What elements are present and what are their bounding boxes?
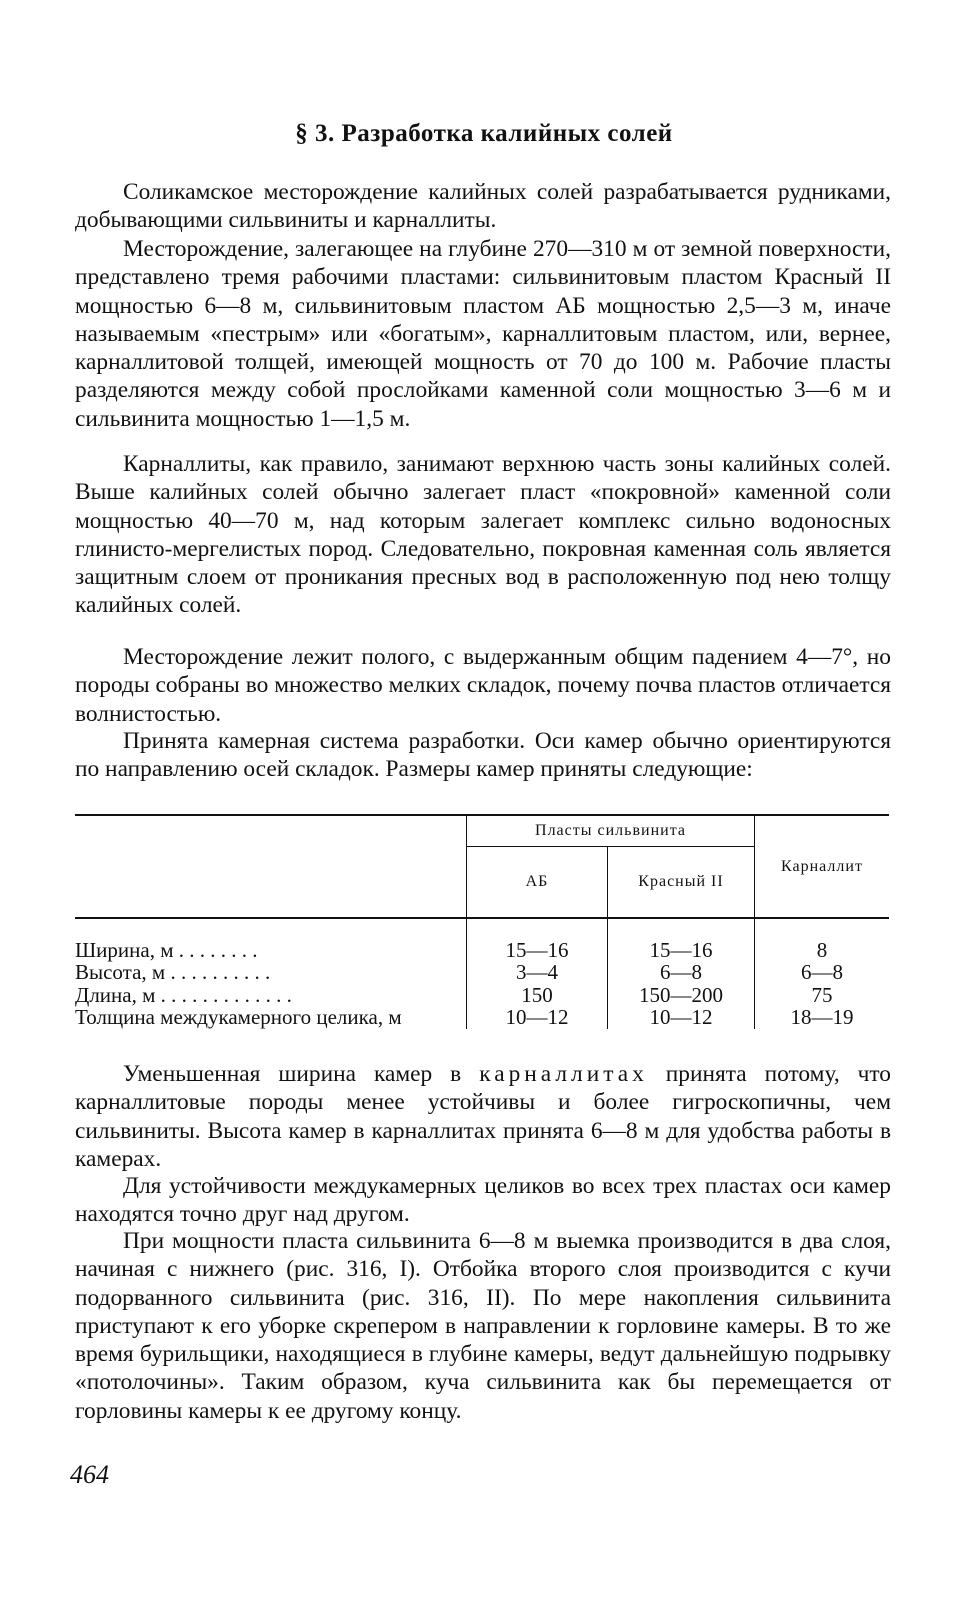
cell-ab: 15—16	[467, 939, 608, 961]
emphasis-spaced-word: карналлитах	[479, 1061, 648, 1087]
row-label: Высота, м . . . . . . . . . .	[75, 960, 271, 985]
row-label: Длина, м . . . . . . . . . . . . .	[75, 982, 292, 1007]
row-label: Ширина, м . . . . . . . .	[75, 938, 258, 962]
paragraph-chamber-system: Принята камерная система разработки. Оси камер обычно ориентируются по направлению осей складок. Размеры камер приняты следующие:	[75, 728, 891, 783]
cell-karnallit: 18—19	[755, 1006, 890, 1028]
cell-ab: 10—12	[467, 1006, 608, 1028]
paragraph-reduced-width	[75, 1060, 891, 1173]
table-rule	[75, 918, 889, 939]
cell-krasny: 10—12	[608, 1006, 755, 1028]
cell-ab: 3—4	[467, 961, 608, 983]
cell-karnallit: 6—8	[755, 961, 890, 983]
col-header-karnallit: Карналлит	[755, 815, 890, 918]
table-header-row	[75, 815, 889, 847]
table-row	[75, 984, 889, 1006]
paragraph-deposit-dip: Месторождение лежит полого, с выдержанным общим падением 4—7°, но породы собраны во множество мелких складок, почему почва пластов отличается волнистостью.	[75, 644, 891, 727]
page-number: 464	[70, 1460, 109, 1489]
paragraph-solikamsk-deposit: Соликамское месторождение калийных солей разрабатывается рудниками, добывающими сильвиниты и карналлиты.	[75, 179, 891, 234]
row-label: Толщина междукамерного целика, м	[75, 1005, 402, 1030]
cell-krasny: 15—16	[608, 939, 755, 961]
section-heading: § 3. Разработка калийных солей	[295, 120, 673, 147]
table-row	[75, 1006, 889, 1028]
col-header-ab: АБ	[467, 847, 608, 919]
col-header-krasny: Красный II	[608, 847, 755, 919]
paragraph-pillar-stability: Для устойчивости междукамерных целиков во всех трех пластах оси камер находятся точно друг над другом.	[75, 1173, 891, 1228]
group-header-sylvinite: Пласты сильвинита	[467, 815, 755, 847]
table-row	[75, 939, 889, 961]
table-header-blank	[75, 815, 467, 918]
paragraph-two-layer-mining: При мощности пласта сильвинита 6—8 м выемка производится в два слоя, начиная с нижнего (рис. 316, I). Отбойка второго слоя производится с кучи подорванного сильвинита (рис. 316, II). По мере накопления сильвинита приступают к его уборке скрепером в направлении к горловине камеры. В то же время бурильщики, находящиеся в глубине камеры, ведут дальнейшую подрывку «потолочины». Таким образом, куча сильвинита как бы перемещается от горловины камеры к ее другому концу.	[75, 1228, 891, 1424]
cell-krasny: 150—200	[608, 984, 755, 1006]
paragraph-reduced-width-start: Уменьшенная ширина камер в	[123, 1061, 480, 1087]
cell-karnallit: 75	[755, 984, 890, 1006]
chamber-dimensions-table	[75, 814, 889, 1029]
table-row	[75, 961, 889, 983]
cell-krasny: 6—8	[608, 961, 755, 983]
cell-karnallit: 8	[755, 939, 890, 961]
cell-ab: 150	[467, 984, 608, 1006]
paragraph-reduced-width-end: принята потому, что карналлитовые породы менее устойчивы и более гигроскопичны, чем сильвиниты. Высота камер в карналлитах принята 6—8 м для удобства работы в камерах.	[75, 1061, 891, 1172]
paragraph-carnallites: Карналлиты, как правило, занимают верхнюю часть зоны калийных солей. Выше калийных солей обычно залегает пласт «покровной» каменной соли мощностью 40—70 м, над которым залегает комплекс сильно водоносных глинисто-мергелистых пород. Следовательно, покровная каменная соль является защитным слоем от проникания пресных вод в расположенную под нею толщу калийных солей.	[75, 451, 891, 619]
paragraph-deposit-layers: Месторождение, залегающее на глубине 270—310 м от земной поверхности, представлено тремя рабочими пластами: сильвинитовым пластом Красный II мощностью 6—8 м, сильвинитовым пластом АБ мощностью 2,5—3 м, иначе называемым «пестрым» или «богатым», карналлитовым пластом, или, вернее, карналлитовой толщей, имеющей мощность от 70 до 100 м. Рабочие пласты разделяются между собой прослойками каменной соли мощностью 3—6 м и сильвинита мощностью 1—1,5 м.	[75, 236, 891, 432]
